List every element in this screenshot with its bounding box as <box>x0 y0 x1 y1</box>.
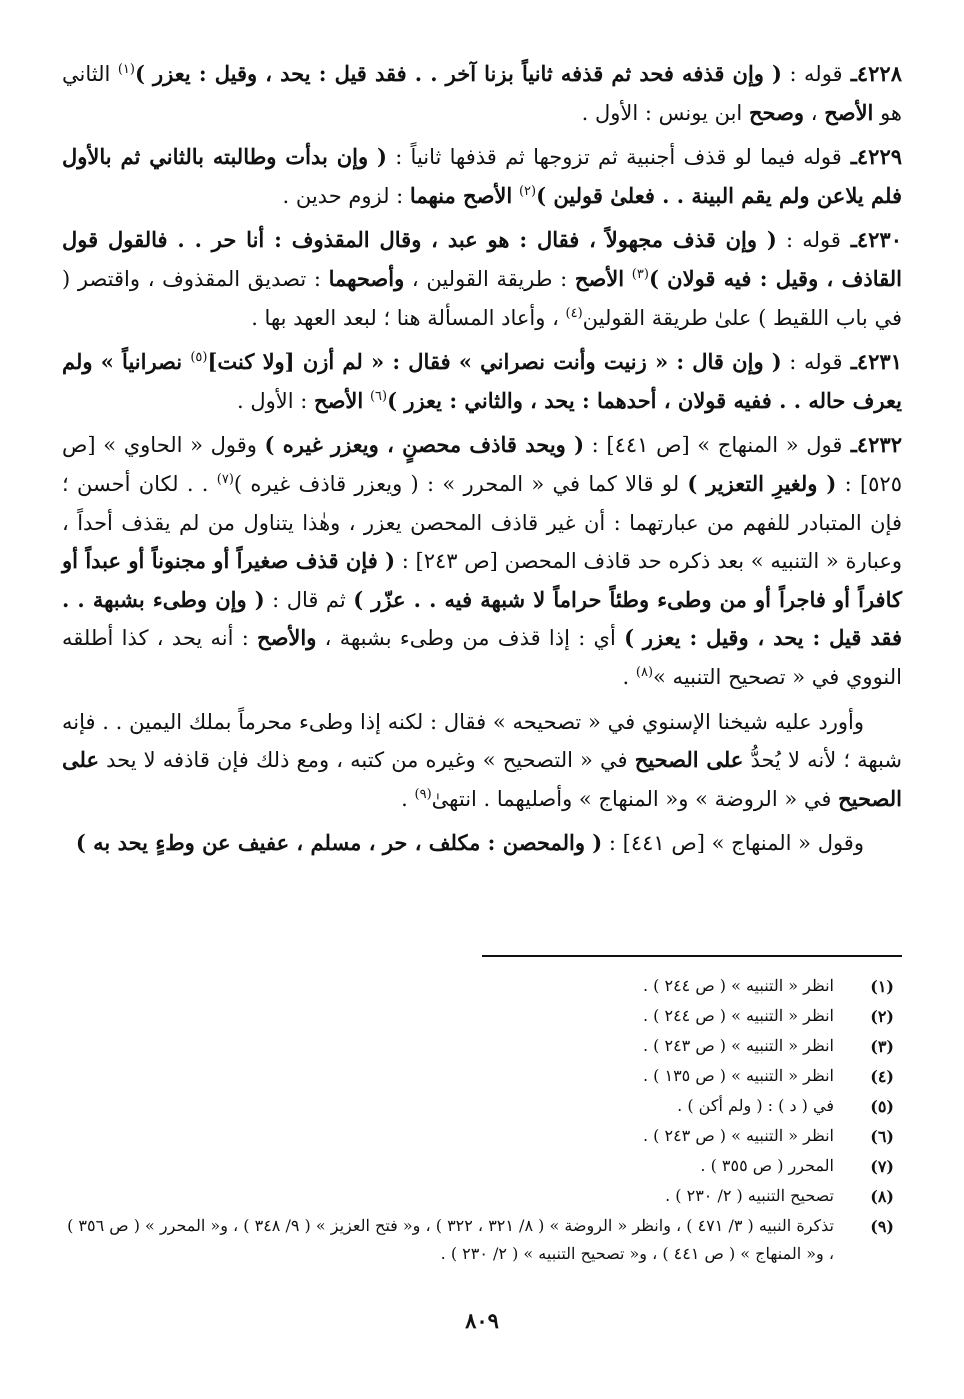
text-run: قوله : <box>776 228 841 253</box>
paragraph-p4231 <box>62 343 902 420</box>
text-run: : الأول . <box>237 388 315 413</box>
text-run: قوله : <box>781 350 843 375</box>
footnote-number: (٣) <box>870 1037 894 1056</box>
bold-text: الأصح منهما <box>409 182 513 208</box>
footnote-number: (٦) <box>870 1127 894 1146</box>
footnote-separator <box>482 955 902 957</box>
footnote-ref: (٦) <box>369 388 388 404</box>
bold-text: على الصحيح <box>634 747 744 773</box>
bold-text: وصحح <box>748 99 805 125</box>
footnote-item <box>62 1212 894 1268</box>
footnote-ref: (٣) <box>631 266 649 282</box>
footnote-number: (٨) <box>870 1187 894 1206</box>
bold-text: ( وإن وطىء بشبهة . . فقد قيل : يحد ، وقيل : يعزر ) <box>62 586 903 651</box>
footnote-number: (٥) <box>870 1097 894 1116</box>
text-run: قوله فيما لو قذف أجنبية ثم تزوجها ثم قذفها ثانياً : <box>386 145 842 170</box>
footnote-ref: (٩) <box>414 786 432 802</box>
bold-text: ( فإن قذف صغيراً أو مجنوناً أو عبداً أو كافراً أو فاجراً أو من وطىء وطئاً حراماً لا شبهة فيه . . عزّر ) <box>62 548 902 612</box>
footnote-ref: (٢) <box>518 183 537 199</box>
text-run: : لزوم حدين . <box>282 183 410 208</box>
paragraph-p-asnawi <box>62 703 902 819</box>
footnote-text: المحرر ( ص ٣٥٥ ) . <box>700 1156 834 1175</box>
bold-text: والأصح <box>257 625 317 651</box>
footnote-text: تصحيح التنبيه ( ٢/ ٢٣٠ ) . <box>665 1186 834 1205</box>
paragraph-p-muhsan <box>62 824 902 863</box>
text-run: . . لكان أحسن ؛ فإن المتبادر للفهم من عبارتهما : أن غير قاذف المحصن يعزر ، وهٰذا يتناول من لم يقذف أحداً ، وعبارة « التنبيه » بعد ذكره حد قاذف المحصن [ص ٢٤٣] : <box>62 471 903 574</box>
bold-text: ( وإن قال : « زنيت وأنت نصراني » فقال : « لم أزن [ولا كنت] <box>207 349 782 375</box>
footnote-text: انظر « التنبيه » ( ص ٢٤٣ ) . <box>642 1126 834 1145</box>
text-run: وقول « المنهاج » [ص ٤٤١] : <box>602 831 864 856</box>
footnote-ref: (١) <box>117 62 135 77</box>
footnote-ref: (٤) <box>565 305 583 321</box>
paragraph-p4228 <box>62 55 902 132</box>
footnote-item <box>62 972 894 1002</box>
footnote-number: (٢) <box>870 1007 894 1026</box>
footnote-item <box>62 1032 894 1062</box>
footnote-item <box>62 1182 894 1212</box>
text-run: الثاني هو <box>62 62 902 125</box>
page-number: ٨٠٩ <box>465 1308 499 1333</box>
bold-text: الأصح <box>574 265 625 291</box>
bold-text: الأصح <box>314 387 364 413</box>
footnote-ref: (٧) <box>216 471 234 487</box>
bold-text: الأصح <box>824 99 874 125</box>
main-text <box>62 55 902 869</box>
footnote-ref: (٥) <box>190 350 208 366</box>
text-run: أي : إذا قذف من وطىء بشبهة ، <box>316 626 625 651</box>
bold-text: ( وإن بدأت وطالبته بالثاني ثم بالأول فلم يلاعن ولم يقم البينة . . فعلىٰ قولين ) <box>62 144 902 208</box>
text-run: وقول « الحاوي » [ص ٥٢٥] : <box>62 433 902 496</box>
paragraph-p4229 <box>62 138 902 215</box>
footnote-text: في ( د ) : ( ولم أكن ) . <box>677 1096 834 1115</box>
footnote-text: انظر « التنبيه » ( ص ١٣٥ ) . <box>642 1066 834 1085</box>
text-run <box>512 184 519 208</box>
text-run: ، وأعاد المسألة هنا ؛ لبعد العهد بها . <box>251 305 566 330</box>
text-run: . <box>401 786 415 811</box>
text-run: : طريقة القولين ، <box>404 266 575 291</box>
footnote-item <box>62 1062 894 1092</box>
paragraph-p4232 <box>62 426 902 696</box>
footnote-ref: (٨) <box>635 664 654 680</box>
text-run: في « الروضة » و« المنهاج » وأصليهما . انتهىٰ <box>431 786 839 811</box>
bold-text: ( وإن قذفه فحد ثم قذفه ثانياً بزنا آخر . . فقد قيل : يحد ، وقيل : يعزر ) <box>134 61 782 86</box>
bold-text: ( ولغيرِ التعزير ) <box>687 470 837 496</box>
bold-text: ٤٢٣٠ـ <box>840 227 902 253</box>
footnote-item <box>62 1122 894 1152</box>
bold-text: على الصحيح <box>62 747 902 811</box>
footnote-text: انظر « التنبيه » ( ص ٢٤٣ ) . <box>642 1036 834 1055</box>
text-run: ابن يونس : الأول . <box>581 100 749 125</box>
footnote-number: (٧) <box>870 1157 894 1176</box>
bold-text: نصرانياً » ولم يعرف حاله . . ففيه قولان ، أحدهما : يحد ، والثاني : يعزر ) <box>62 349 902 413</box>
text-run: : تصديق المقذوف ، واقتصر ( في باب اللقيط ) علىٰ طريقة القولين <box>62 266 902 330</box>
text-run: قول « المنهاج » [ص ٤٤١] : <box>584 433 843 458</box>
footnote-item <box>62 1092 894 1122</box>
text-run: وأورد عليه شيخنا الإسنوي في « تصحيحه » فقال : لكنه إذا وطىء محرماً بملك اليمين . . فإنه شبهة ؛ لأنه لا يُحدُّ <box>62 709 902 773</box>
paragraph-p4230 <box>62 221 902 337</box>
bold-text: وأصحهما <box>328 265 405 291</box>
footnote-item <box>62 1152 894 1182</box>
bold-text: ٤٢٣١ـ <box>842 349 902 375</box>
text-run: في « التصحيح » وغيره من كتبه ، ومع ذلك فإن قاذفه لا يحد <box>99 748 635 773</box>
text-run: قوله : <box>782 62 843 86</box>
bold-text: ٤٢٢٩ـ <box>841 144 903 170</box>
footnote-text: انظر « التنبيه » ( ص ٢٤٤ ) . <box>642 1006 834 1025</box>
bold-text: ٤٢٢٨ـ <box>842 61 902 86</box>
text-run: . <box>622 664 636 689</box>
text-run: ثم قال : <box>264 587 354 612</box>
footnote-number: (٤) <box>870 1067 894 1086</box>
footnote-text: تذكرة النبيه ( ٣/ ٤٧١ ) ، وانظر « الروضة » ( ٨/ ٣٢١ ، ٣٢٢ ) ، و« فتح العزيز » ( ٩/ ٣٤٨ ) ، و« المحرر » ( ص ٣٥٦ ) ، و« المنهاج » ( ص ٤٤١ ) ، و« تصحيح التنبيه » ( ٢/ ٢٣٠ ) . <box>67 1216 834 1263</box>
bold-text: ( ويحد قاذف محصنٍ ، ويعزر غيره ) <box>264 432 585 458</box>
footnote-number: (٩) <box>870 1217 894 1236</box>
text-run <box>363 389 370 413</box>
bold-text: ٤٢٣٢ـ <box>842 432 902 458</box>
footnotes <box>62 972 894 1268</box>
footnote-text: انظر « التنبيه » ( ص ٢٤٤ ) . <box>642 976 834 995</box>
text-run <box>624 267 632 291</box>
text-run: : أنه يحد ، كذا أطلقه النووي في « تصحيح التنبيه » <box>62 626 902 689</box>
footnote-number: (١) <box>870 977 894 996</box>
text-run: ، <box>804 100 825 125</box>
bold-text: ( والمحصن : مكلف ، حر ، مسلم ، عفيف عن وطءٍ يحد به ) <box>75 830 603 856</box>
text-run: لو قالا كما في « المحرر » : ( ويعزر قاذف غيره ) <box>233 471 688 496</box>
footnote-item <box>62 1002 894 1032</box>
bold-text: ( وإن قذف مجهولاً ، فقال : هو عبد ، وقال المقذوف : أنا حر . . فالقول قول القاذف ، وقيل : فيه قولان ) <box>62 227 902 291</box>
